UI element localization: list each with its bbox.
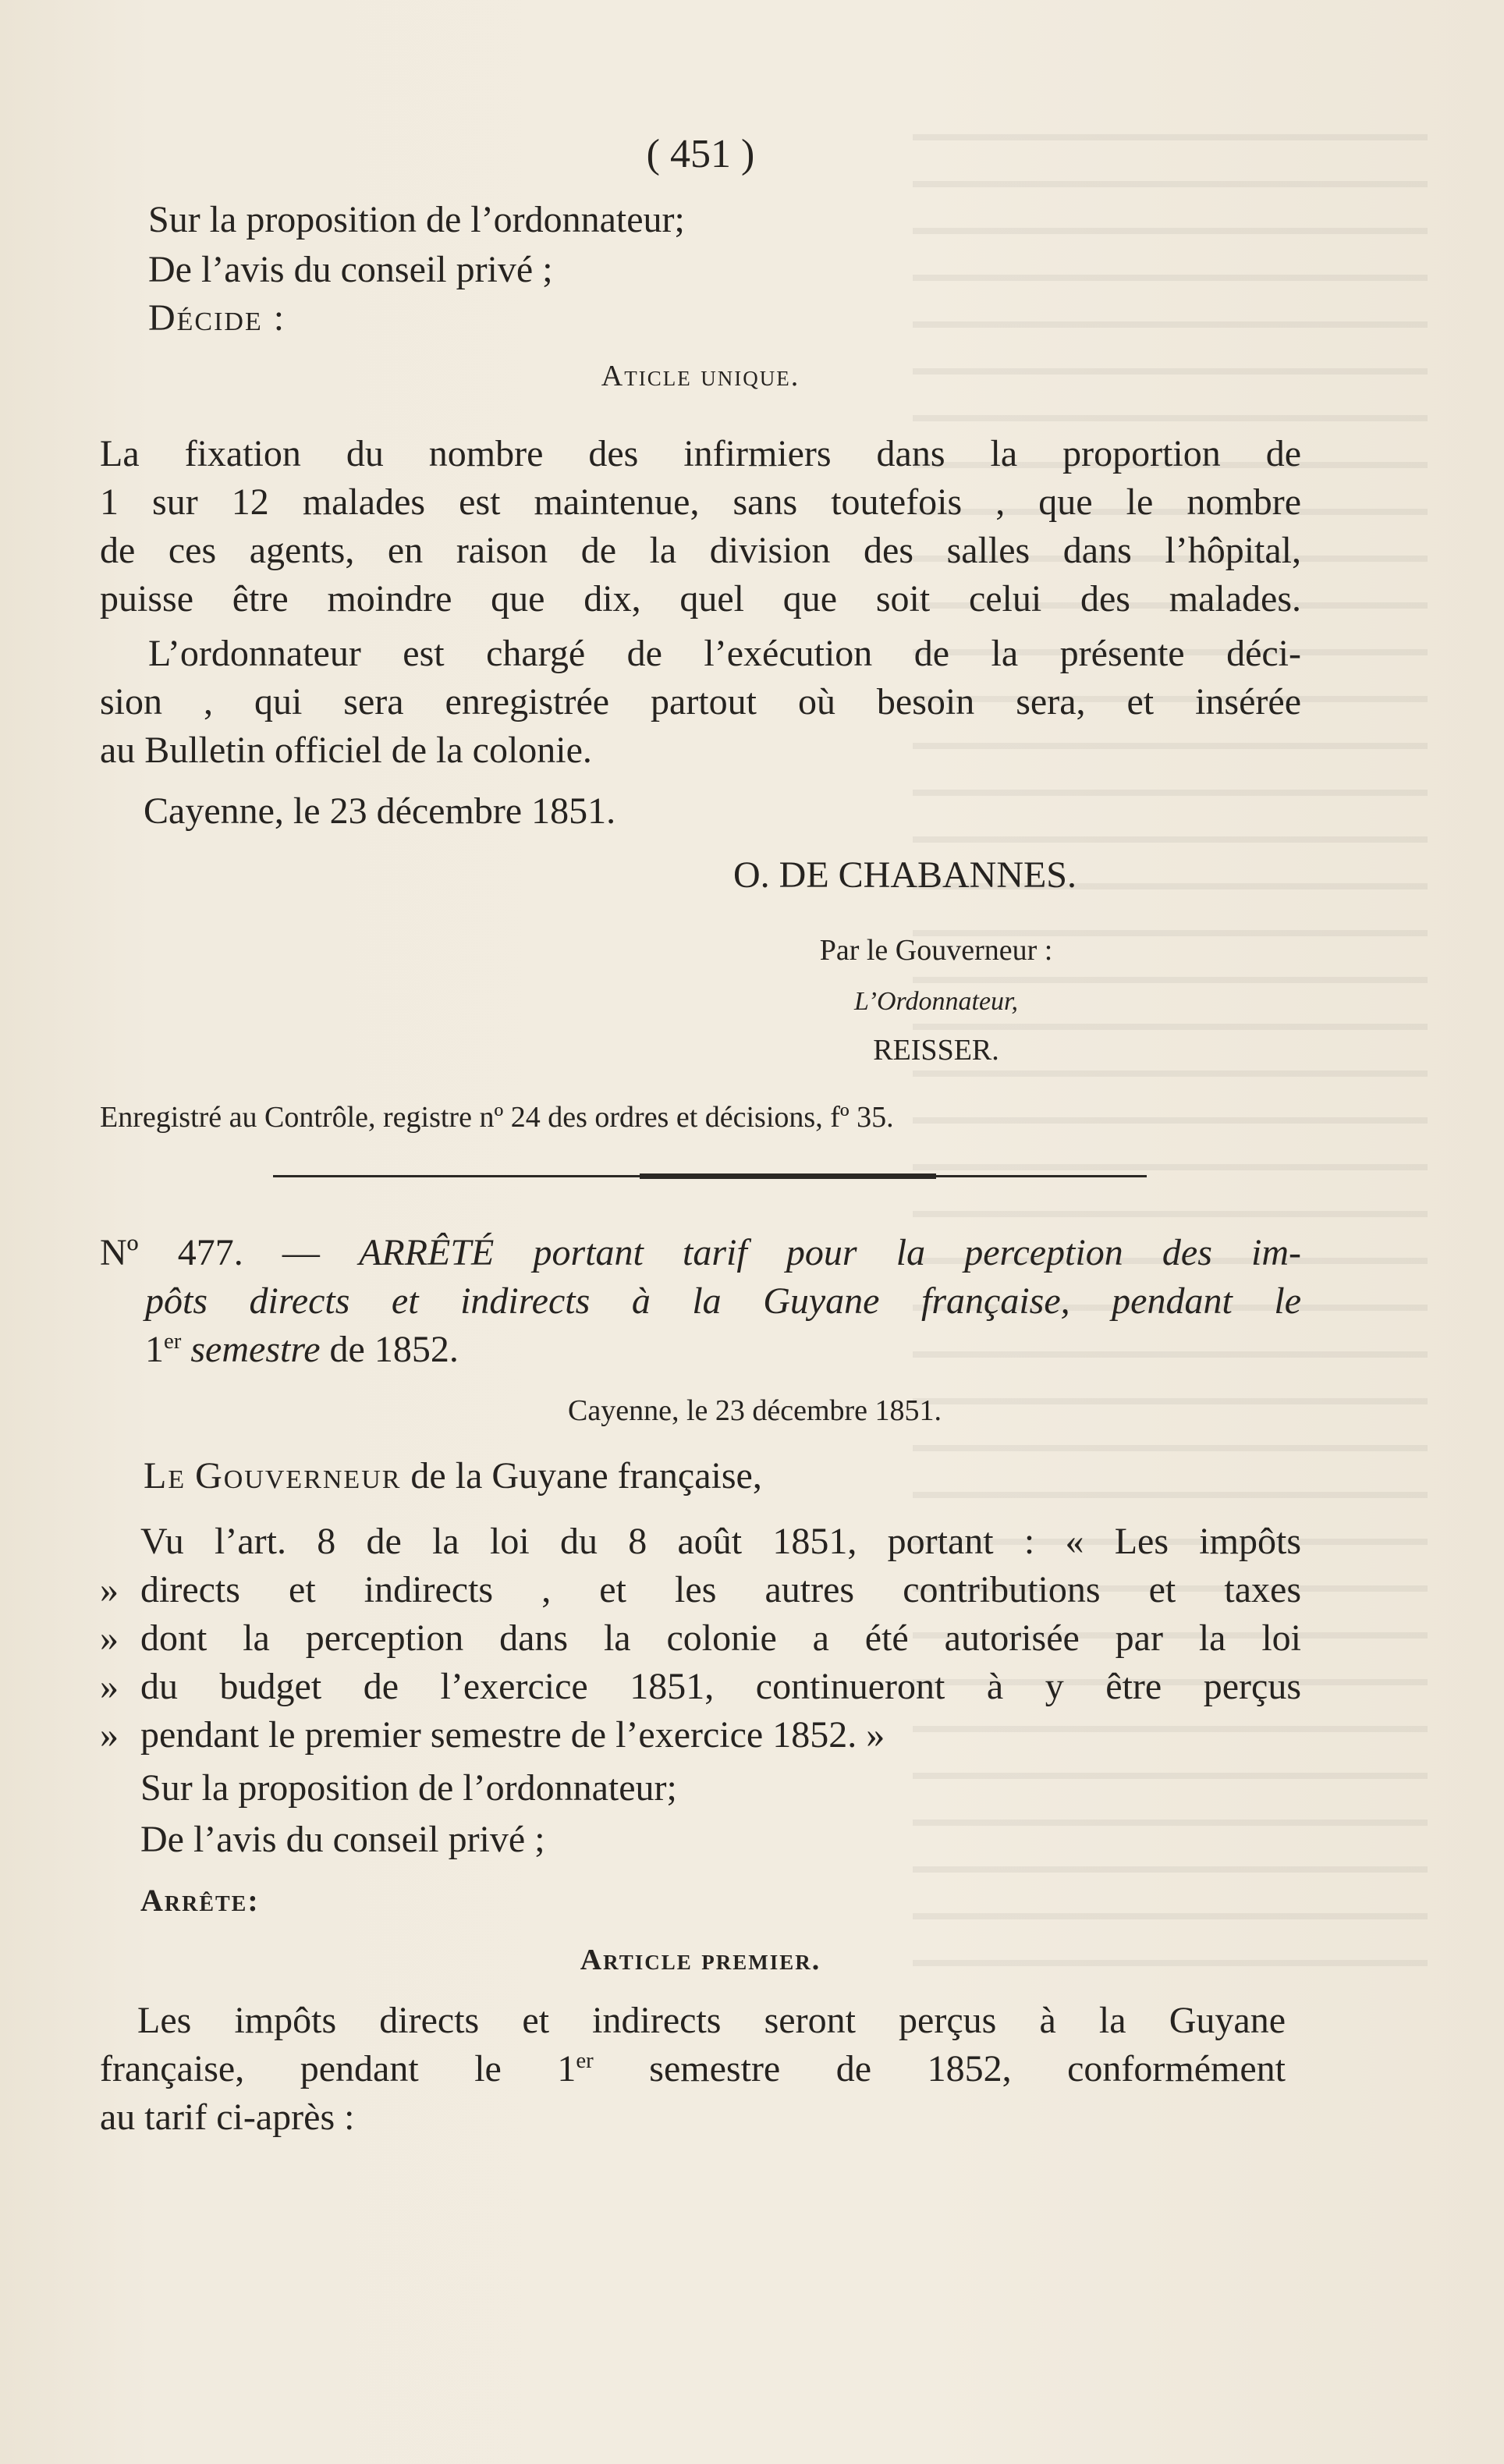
paragraph2-line2: sion , qui sera enregistrée partout où besoin sera, et insérée: [100, 681, 1301, 723]
final-line3: au tarif ci-après :: [100, 2097, 355, 2138]
par-le-gouverneur: Par le Gouverneur :: [819, 934, 1053, 967]
vu-line2: » directs et indirects , et les autres contributions et taxes: [100, 1569, 1301, 1610]
le-word: Le: [144, 1455, 186, 1497]
arrete-title-line2: pôts directs et indirects à la Guyane française, pendant le: [145, 1280, 1301, 1322]
signatory: O. DE CHABANNES.: [732, 854, 1077, 896]
avis-conseil-line: De l’avis du conseil privé ;: [140, 1819, 545, 1860]
arrete-heading: Arrête:: [140, 1883, 260, 1918]
vu-line3: » dont la perception dans la colonie a été autorisée par la loi: [100, 1617, 1301, 1659]
paragraph1-line2: 1 sur 12 malades est maintenue, sans toutefois , que le nombre: [100, 481, 1301, 523]
section-divider: [273, 1175, 1147, 1177]
title-dash: —: [282, 1232, 320, 1273]
vu-line4: » du budget de l’exercice 1851, continueront à y être perçus: [100, 1666, 1301, 1707]
arrete-date: Cayenne, le 23 décembre 1851.: [568, 1394, 942, 1427]
ordonnateur-title: L’Ordonnateur,: [854, 987, 1018, 1016]
paragraph1-line3: de ces agents, en raison de la division des salles dans l’hôpital,: [100, 530, 1301, 571]
vu-line5: » pendant le premier semestre de l’exercice 1852. »: [100, 1714, 885, 1756]
date-line: Cayenne, le 23 décembre 1851.: [144, 790, 616, 832]
paragraph2-line3: au Bulletin officiel de la colonie.: [100, 730, 592, 771]
semester-number: 1: [145, 1329, 164, 1370]
final-line2: [100, 2046, 1286, 2093]
final-line2-end: semestre de 1852, conformément: [649, 2048, 1286, 2089]
gouverneur-line: [144, 1453, 1345, 1500]
gouverneur-rest: de la Guyane française,: [410, 1455, 762, 1497]
final-line2-start: française, pendant le 1: [100, 2048, 576, 2089]
page-number: ( 451 ): [646, 132, 755, 176]
avis-line: De l’avis du conseil privé ;: [148, 249, 553, 290]
vu-line1: Vu l’art. 8 de la loi du 8 août 1851, portant : « Les impôts: [140, 1521, 1301, 1562]
semester-word: semestre: [190, 1329, 321, 1370]
gouverneur-word: Gouverneur: [195, 1455, 402, 1497]
enregistre-line: Enregistré au Contrôle, registre nº 24 des ordres et décisions, fº 35.: [100, 1101, 894, 1134]
paragraph1-line4: puisse être moindre que dix, quel que soit celui des malades.: [100, 578, 1301, 620]
article-premier-heading: Article premier.: [580, 1944, 821, 1976]
arrete-title-line3: [145, 1326, 1346, 1373]
paragraph2-line1: L’ordonnateur est chargé de l’exécution de la présente déci-: [148, 633, 1301, 674]
arrete-title-line1: [100, 1230, 1301, 1276]
arrete-number: Nº 477.: [100, 1232, 243, 1273]
paragraph1-line1: La fixation du nombre des infirmiers dans la proportion de: [100, 433, 1301, 474]
semester-ordinal: er: [164, 1329, 182, 1354]
final-line1: Les impôts directs et indirects seront perçus à la Guyane: [137, 2000, 1286, 2041]
reisser-signature: REISSER.: [873, 1034, 999, 1067]
sur-proposition-line: Sur la proposition de l’ordonnateur;: [140, 1767, 677, 1809]
article-unique-heading: Aticle unique.: [601, 360, 800, 392]
semester-year: de 1852.: [329, 1329, 459, 1370]
decide-heading: Décide :: [148, 297, 286, 339]
arrete-title-part1: ARRÊTÉ portant tarif pour la perception des im-: [359, 1232, 1302, 1273]
proposition-line: Sur la proposition de l’ordonnateur;: [148, 199, 685, 240]
final-ordinal: er: [576, 2048, 594, 2073]
